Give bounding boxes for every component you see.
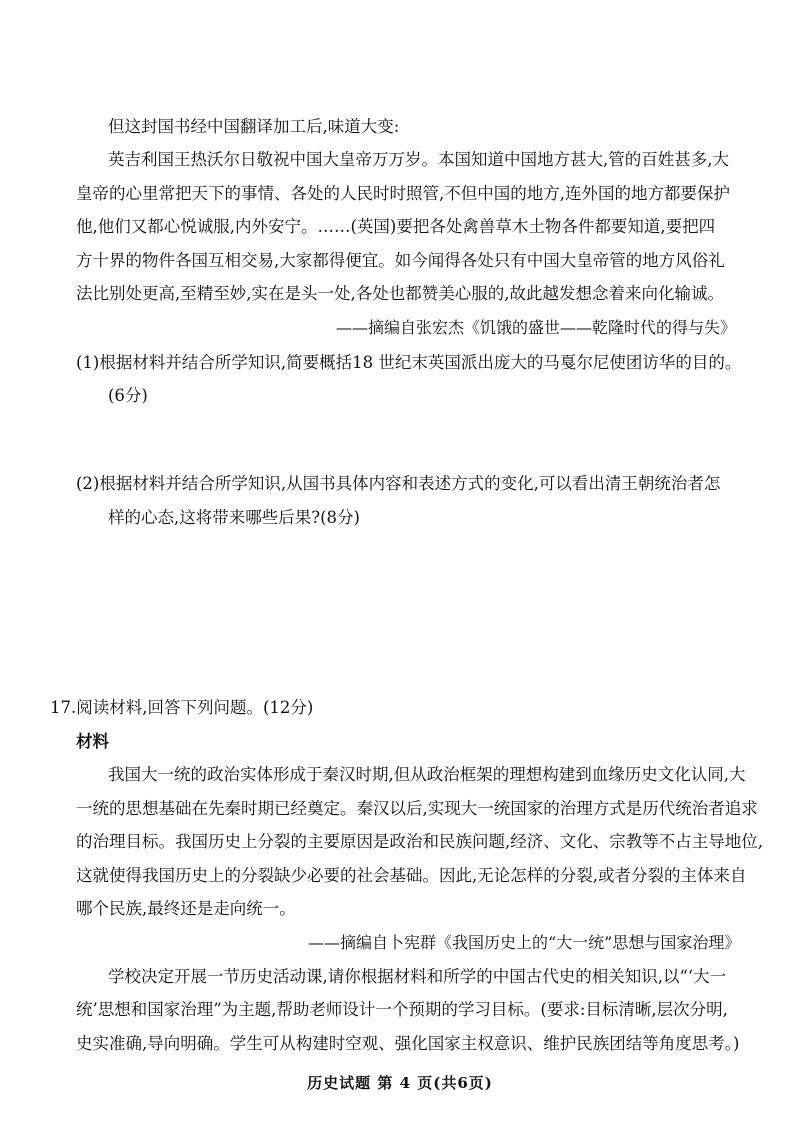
material-line: 英吉利国王热沃尔日敬祝中国大皇帝万万岁。本国知道中国地方甚大,管的百姓甚多,大 <box>108 150 729 169</box>
material-line: 的治理目标。我国历史上分裂的主要原因是政治和民族问题,经济、文化、宗教等不占主导地位, <box>76 832 763 851</box>
material-line: 方十界的物件各国互相交易,大家都得便宜。如今闻得各处只有中国大皇帝管的地方风俗礼 <box>76 251 725 270</box>
task-line: 史实准确,导向明确。学生可从构建时空观、强化国家主权意识、维护民族团结等角度思考。) <box>76 1034 740 1053</box>
material-line: 这就使得我国历史上的分裂缺少必要的社会基础。因此,无论怎样的分裂,或者分裂的主体来自 <box>76 866 747 885</box>
material-line: 他,他们又都心悦诚服,内外安宁。……(英国)要把各处禽兽草木土物各件都要知道,要把四 <box>76 217 716 236</box>
task-line: 学校决定开展一节历史活动课,请你根据材料和所学的中国古代史的相关知识,以“‘大一 <box>108 967 727 986</box>
material-intro: 但这封国书经中国翻译加工后,味道大变: <box>108 117 400 136</box>
question-17-title: 17.阅读材料,回答下列问题。(12分) <box>50 698 314 717</box>
question-1: (1)根据材料并结合所学知识,简要概括18 世纪末英国派出庞大的马戛尔尼使团访华的目的。 <box>76 353 742 372</box>
material-label: 材料 <box>76 732 109 751</box>
material-source: ——摘编自卜宪群《我国历史上的“大一统”思想与国家治理》 <box>308 933 741 952</box>
question-2-cont: 样的心态,这将带来哪些后果?(8分) <box>108 508 360 527</box>
question-1-points: (6分) <box>108 386 148 405</box>
material-line: 法比别处更高,至精至妙,实在是头一处,各处也都赞美心服的,故此越发想念着来向化输诚。 <box>76 284 724 303</box>
question-2: (2)根据材料并结合所学知识,从国书具体内容和表述方式的变化,可以看出清王朝统治者怎 <box>76 474 721 493</box>
material-source: ——摘编自张宏杰《饥饿的盛世——乾隆时代的得与失》 <box>336 318 737 337</box>
material-line: 皇帝的心里常把天下的事情、各处的人民时时照管,不但中国的地方,连外国的地方都要保护 <box>76 184 730 203</box>
page-footer: 历史试题 第 4 页(共6页) <box>307 1074 493 1092</box>
material-line: 一统的思想基础在先秦时期已经奠定。秦汉以后,实现大一统国家的治理方式是历代统治者追求 <box>76 799 758 818</box>
material-line: 哪个民族,最终还是走向统一。 <box>76 899 296 918</box>
material-line: 我国大一统的政治实体形成于秦汉时期,但从政治框架的理想构建到血缘历史文化认同,大 <box>108 765 746 784</box>
task-line: 统’思想和国家治理”为主题,帮助老师设计一个预期的学习目标。(要求:目标清晰,层次分明, <box>76 1000 728 1019</box>
